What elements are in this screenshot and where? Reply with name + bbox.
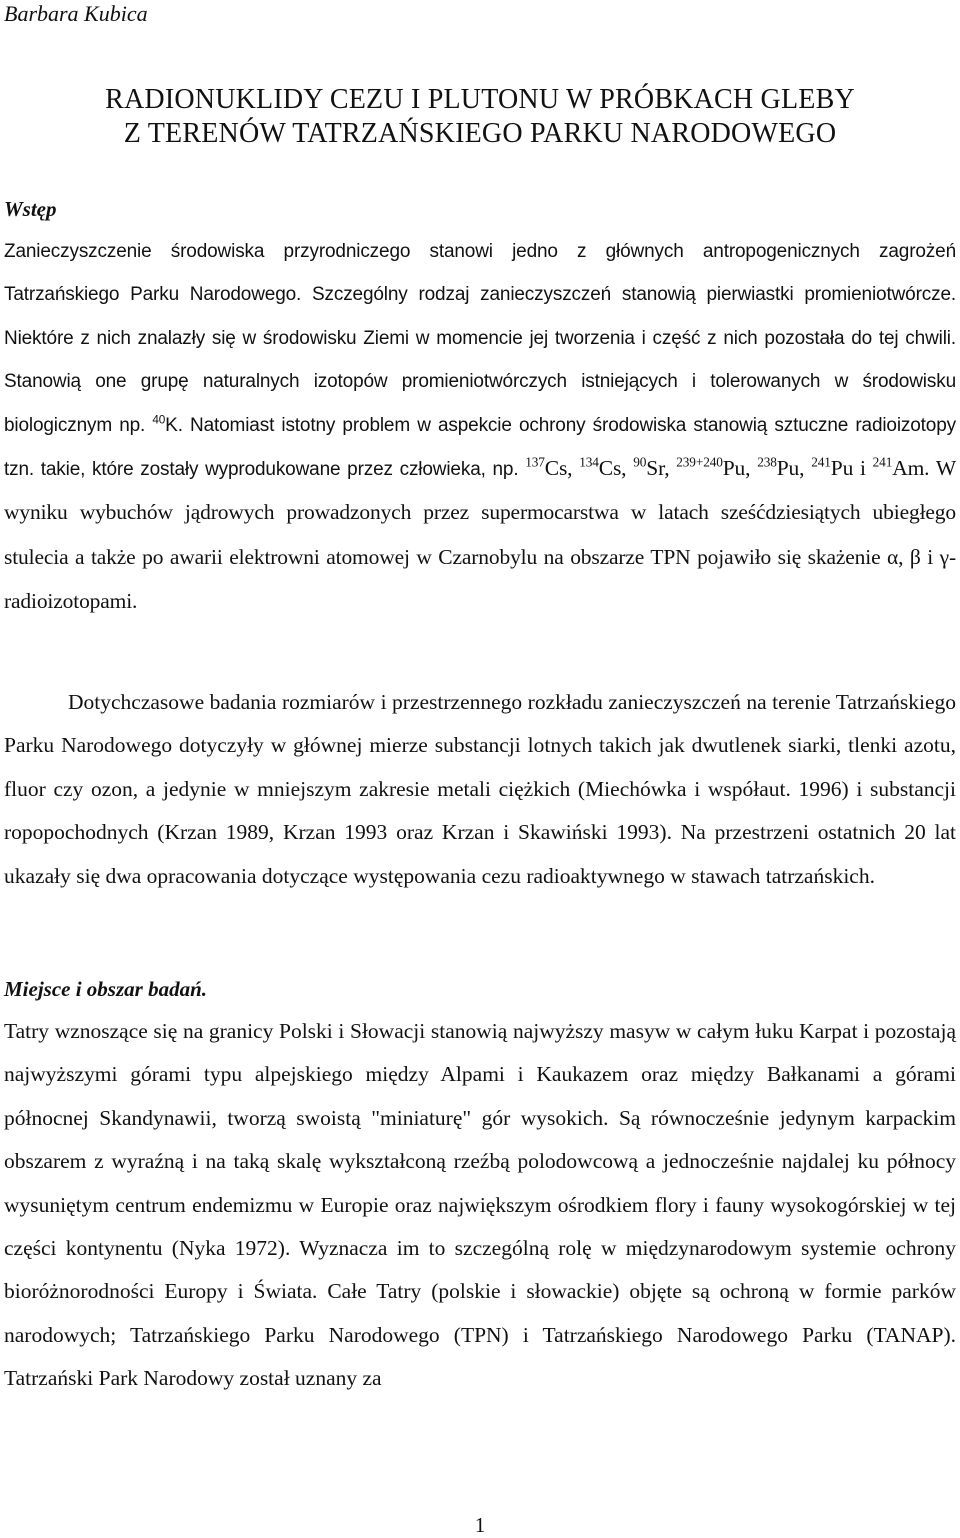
author-name: Barbara Kubica	[4, 1, 148, 26]
intro-text-part-3: W wyniku wybuchów jądrowych prowadzonych przez supermocarstwa w latach sześćdziesiątych ubiegłego stulecia a także po awarii elektrowni atomowej w Czarnobylu na obszarze TPN pojawiło się skażenie α, β i γ-radioizotopami.	[4, 456, 956, 614]
isotope-symbol: Am.	[892, 456, 930, 481]
isotope-mass-number: 241	[872, 454, 893, 470]
document-title-line-2: Z TERENÓW TATRZAŃSKIEGO PARKU NARODOWEGO	[123, 118, 837, 149]
isotope-mass-number: 241	[811, 454, 831, 470]
study-area-paragraph: Tatry wznoszące się na granicy Polski i Słowacji stanowią najwyższy masyw w całym łuku Karpat i pozostają najwyższymi górami typu alpejskiego między Alpami i Kaukazem oraz między Bałkanami a górami północnej Skandynawii, tworzą swoistą "miniaturę" gór wysokich. Są równocześnie jedynym karpackim obszarem z wyraźną i na taką skalę wykształconą rzeźbą polodowcową a jednocześnie najdalej ku północy wysuniętym centrum endemizmu w Europie oraz największym ośrodkiem flory i fauny wysokogórskiej w tej części kontynentu (Nyka 1972). Wyznacza im to szczególną rolę w międzynarodowym systemie ochrony bioróżnorodności Europy i Świata. Całe Tatry (polskie i słowackie) objęte są ochroną w formie parków narodowych; Tatrzańskiego Parku Narodowego (TPN) i Tatrzańskiego Narodowego Parku (TANAP). Tatrzański Park Narodowy został uznany za	[4, 1019, 956, 1391]
intro-paragraph-2: Dotychczasowe badania rozmiarów i przestrzennego rozkładu zanieczyszczeń na terenie Tatrzańskiego Parku Narodowego dotyczyły w głównej mierze substancji lotnych takich jak dwutlenek siarki, tlenki azotu, fluor czy ozon, a jedynie w mniejszym zakresie metali ciężkich (Miechówka i współaut. 1996) i substancji ropopochodnych (Krzan 1989, Krzan 1993 oraz Krzan i Skawiński 1993). Na przestrzeni ostatnich 20 lat ukazały się dwa opracowania dotyczące występowania cezu radioaktywnego w stawach tatrzańskich.	[4, 690, 956, 888]
isotope-mass-number: 90	[633, 454, 647, 470]
isotope-symbol: Pu i	[830, 456, 873, 481]
isotope-symbol: Cs,	[544, 456, 580, 481]
intro-text-part-2: Natomiast istotny problem w aspekcie ochrony środowiska stanowią sztuczne radioizotopy tzn. takie, które zostały wyprodukowane przez człowieka, np.	[4, 414, 956, 481]
intro-text-part-1: Zanieczyszczenie środowiska przyrodniczego stanowi jedno z głównych antropogenicznych zagrożeń Tatrzańskiego Parku Narodowego. Szczególny rodzaj zanieczyszczeń stanowią pierwiastki promieniotwórcze. Niektóre z nich znalazły się w środowisku Ziemi w momencie jej tworzenia i część z nich pozostała do tej chwili. Stanowią one grupę naturalnych izotopów promieniotwórczych istniejących i tolerowanych w środowisku biologicznym np.	[4, 241, 956, 436]
intro-paragraph-1	[4, 230, 956, 625]
isotope-symbol: Sr,	[646, 456, 677, 481]
section-heading-introduction: Wstęp	[4, 197, 57, 221]
page-number: 1	[474, 1513, 486, 1537]
isotope-mass-number: 137	[525, 454, 545, 470]
isotope-symbol: K.	[165, 414, 183, 436]
isotope-mass-number: 40	[152, 412, 166, 426]
isotope-symbol: Cs,	[598, 456, 634, 481]
isotope-symbol: Pu,	[776, 456, 812, 481]
isotope-mass-number: 238	[757, 454, 777, 470]
document-title-line-1: RADIONUKLIDY CEZU I PLUTONU W PRÓBKACH GLEBY	[105, 84, 855, 115]
isotope-mass-number: 239+240	[676, 454, 723, 470]
section-heading-study-area: Miejsce i obszar badań.	[4, 977, 208, 1001]
isotope-mass-number: 134	[579, 454, 599, 470]
isotope-symbol: Pu,	[722, 456, 758, 481]
